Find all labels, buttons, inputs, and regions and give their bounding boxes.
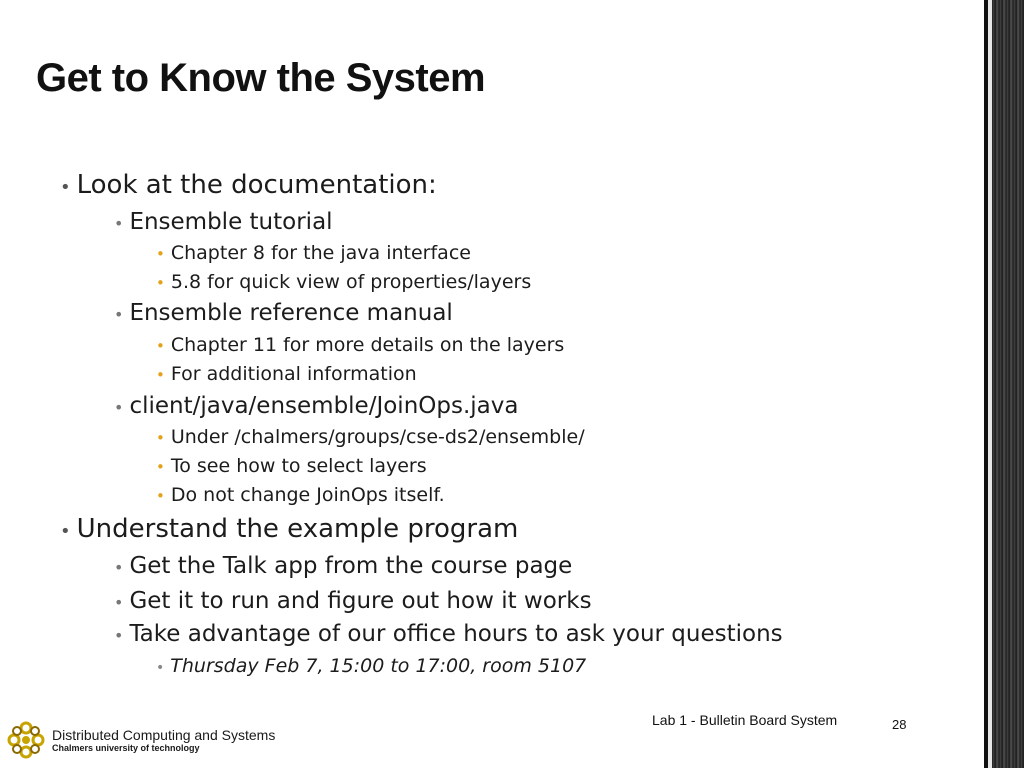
list-item: • For additional information — [156, 363, 417, 385]
bullet-icon: • — [114, 305, 124, 324]
bullet-icon: • — [114, 626, 124, 645]
bullet-icon: • — [156, 337, 165, 355]
list-item: • Get it to run and figure out how it works — [114, 588, 592, 614]
bullet-icon: • — [156, 660, 165, 676]
chalmers-logo-icon — [6, 720, 46, 760]
bullet-icon: • — [156, 429, 165, 447]
list-item: • To see how to select layers — [156, 455, 427, 477]
bullet-icon: • — [60, 521, 71, 542]
list-item: • client/java/ensemble/JoinOps.java — [114, 393, 519, 419]
list-item: • Understand the example program — [60, 514, 519, 544]
list-item: • Chapter 11 for more details on the layers — [156, 334, 565, 356]
bullet-icon: • — [60, 177, 71, 198]
slide-title: Get to Know the System — [36, 56, 486, 100]
list-item: • Under /chalmers/groups/cse-ds2/ensemble/ — [156, 426, 585, 448]
bullet-icon: • — [114, 558, 124, 577]
list-item: • Do not change JoinOps itself. — [156, 484, 445, 506]
list-item: • Ensemble tutorial — [114, 209, 333, 235]
list-item: • Look at the documentation: — [60, 170, 437, 200]
bullet-icon: • — [114, 593, 124, 612]
bullet-icon: • — [156, 366, 165, 384]
list-item: • 5.8 for quick view of properties/layers — [156, 271, 532, 293]
list-item: • Take advantage of our office hours to ask your questions — [114, 621, 783, 647]
logo — [6, 720, 275, 760]
bullet-icon: • — [156, 487, 165, 505]
logo-subtitle: Chalmers university of technology — [52, 742, 200, 753]
bullet-icon: • — [114, 214, 124, 233]
list-item: • Chapter 8 for the java interface — [156, 242, 471, 264]
list-item: • Thursday Feb 7, 15:00 to 17:00, room 5107 — [156, 655, 587, 677]
bullet-icon: • — [156, 245, 165, 263]
list-item: • Get the Talk app from the course page — [114, 553, 573, 579]
bullet-icon: • — [156, 458, 165, 476]
footer-text: Lab 1 - Bulletin Board System — [652, 712, 838, 728]
bullet-icon: • — [114, 398, 124, 417]
page-number: 28 — [892, 717, 907, 732]
decorative-border — [976, 0, 1024, 768]
logo-title: Distributed Computing and Systems — [52, 726, 276, 743]
list-item: • Ensemble reference manual — [114, 300, 453, 326]
bullet-icon: • — [156, 274, 165, 292]
